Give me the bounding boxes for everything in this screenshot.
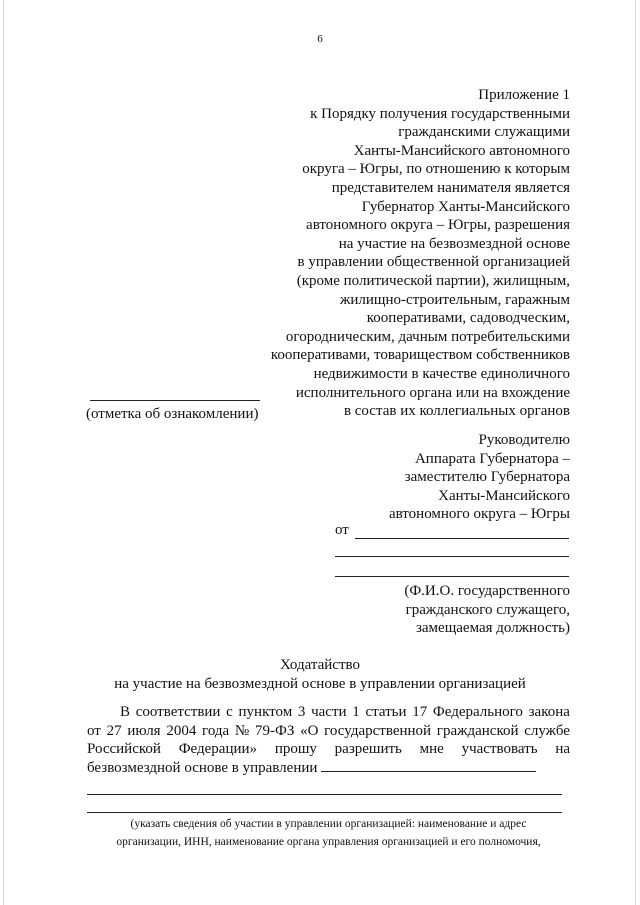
fio-note-line: гражданского служащего, [405,601,570,618]
petition-title: Ходатайство [280,657,360,673]
body-word: гражданской [436,722,519,739]
body-word: службе [524,722,570,739]
body-word: пунктом [238,704,293,720]
appendix-line: представителем нанимателя является [331,179,570,196]
page-edge-right [635,0,636,905]
body-word: разрешить [334,741,402,758]
addressee-block [310,431,570,524]
addressee-line: автономного округа – Югры [388,506,570,523]
appendix-line: кооперативами, товариществом собственников [270,347,570,364]
fio-note-line: (Ф.И.О. государственного [404,583,570,599]
acknowledgment-blank-line [90,400,260,401]
appendix-line: округа – Югры, по отношению к которым [302,161,570,178]
appendix-header [240,86,570,421]
body-word: Российской [87,741,161,758]
body-word: от [87,722,101,739]
body-word: года [202,722,230,739]
instruction-line: (указать сведения об участии в управлении организацией: наименование и адрес [130,818,527,830]
body-word: с [226,704,233,720]
body-word: части [311,704,347,720]
body-line [87,740,570,759]
body-word: Федерального [432,704,523,720]
appendix-line: в управлении общественной организацией [297,254,570,271]
appendix-line: кооперативами, садоводческим, [366,310,570,327]
body-word: закона [528,704,570,720]
acknowledgment-label: (отметка об ознакомлении) [86,406,259,422]
appendix-line: жилищно-строительным, гаражным [340,291,570,308]
body-line [87,722,570,741]
body-word: 27 [106,722,122,739]
instruction-note [87,816,570,851]
body-word: государственной [324,722,432,739]
body-line-last [87,759,570,778]
body-line [87,703,570,722]
petition-subtitle: на участие на безвозмездной основе в управлении организацией [114,676,526,692]
appendix-line: в состав их коллегиальных органов [343,403,570,420]
page-number: 6 [317,33,323,45]
body-word: мне [419,741,444,758]
fio-note-line: замещаемая должность) [415,620,570,637]
from-blank-line [355,538,569,539]
organization-blank-line [321,759,536,772]
body-word: 1 [352,704,360,720]
body-word: соответствии [135,704,221,720]
appendix-line: недвижимости в качестве единоличного [313,365,570,382]
addressee-line: Аппарата Губернатора – [414,450,570,467]
body-word: В [120,704,131,720]
sender-blank-line [335,576,569,577]
instruction-line: организации, ИНН, наименование органа управления организацией и его полномочия, [116,835,541,848]
addressee-line: Руководителю [478,432,570,448]
body-word: № [234,722,250,739]
body-word: Федерации» [178,741,258,758]
body-word: прошу [274,741,317,758]
body-word: на [555,741,570,758]
appendix-line: Приложение 1 [478,87,570,103]
fio-note [310,582,570,638]
body-word: июля [127,722,161,739]
appendix-line: огородническим, дачным потребительскими [285,328,570,345]
details-blank-line [87,812,562,813]
appendix-line: Губернатор Ханты-Мансийского [361,198,570,215]
page-edge-left [3,0,4,905]
body-word: участвовать [461,741,538,758]
appendix-line: (кроме политической партии), жилищным, [296,272,570,289]
addressee-line: Ханты-Мансийского [438,487,570,504]
body-word: 3 [297,704,306,720]
sender-blank-line [335,556,569,557]
details-blank-line [87,794,562,795]
appendix-line: на участие на безвозмездной основе [338,235,570,252]
petition-body [87,703,570,777]
body-word: 17 [412,704,428,720]
body-word: «О [300,722,319,739]
appendix-line: исполнительного органа или на вхождение [295,384,570,401]
from-label: от [335,522,349,538]
body-word: 2004 [166,722,197,739]
body-word: статьи [365,704,407,720]
appendix-line: автономного округа – Югры, разрешения [306,217,570,234]
appendix-line: Ханты-Мансийского автономного [353,142,570,159]
body-line-text: безвозмездной основе в управлении [87,759,318,776]
appendix-line: гражданскими служащими [398,124,570,141]
addressee-line: заместителю Губернатора [404,469,570,486]
appendix-line: к Порядку получения государственными [310,105,570,122]
body-word: 79-ФЗ [254,722,295,739]
